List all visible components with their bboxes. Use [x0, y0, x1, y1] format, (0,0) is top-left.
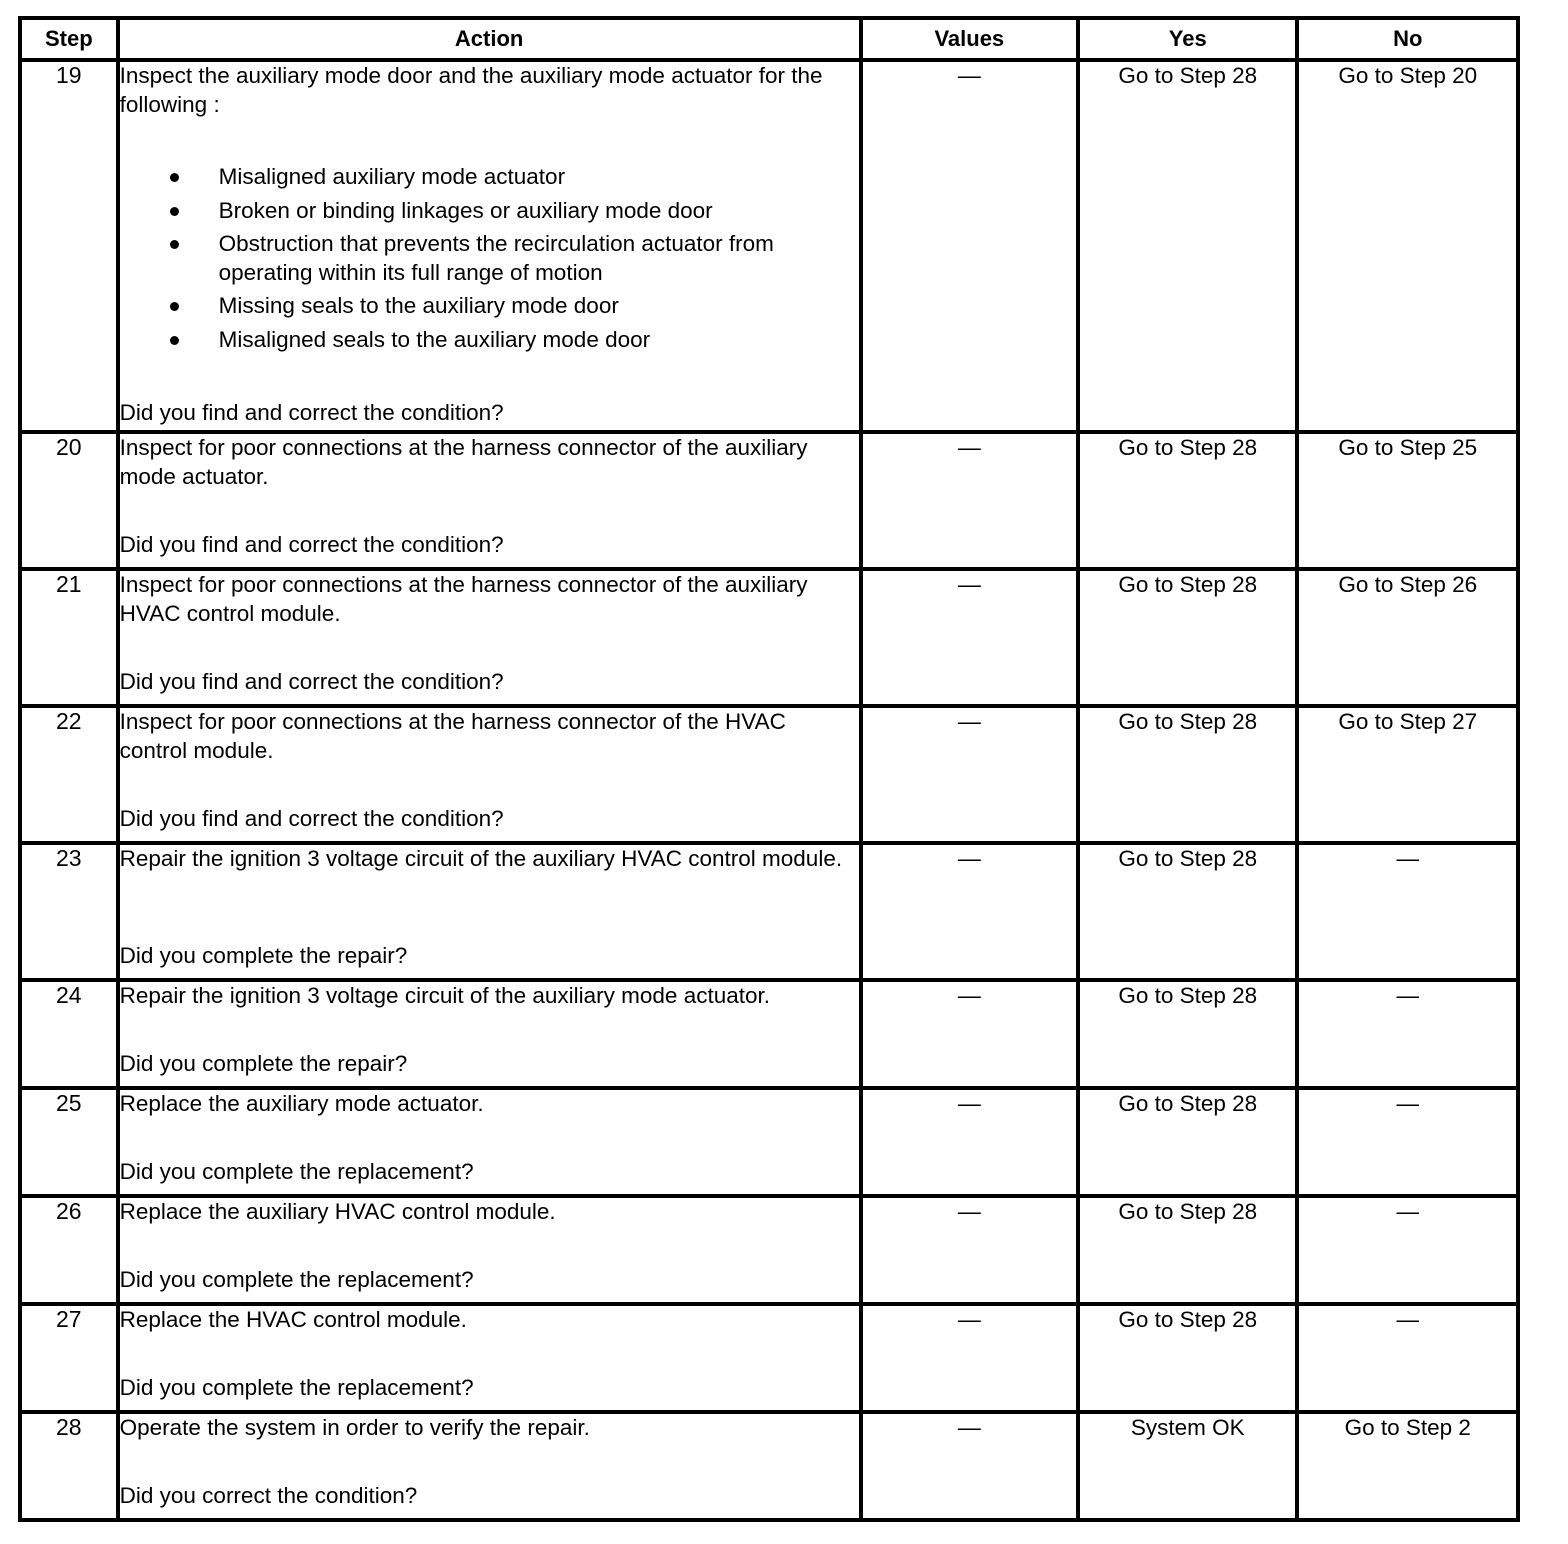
table-row — [20, 1412, 1518, 1520]
bullet-icon — [170, 173, 179, 182]
step-number: 22 — [20, 706, 118, 843]
action-cell — [118, 1304, 861, 1412]
no-cell: — — [1297, 1088, 1518, 1196]
values-cell: — — [861, 1412, 1078, 1520]
action-intro: Inspect for poor connections at the harness connector of the HVAC control module. — [119, 709, 786, 763]
action-question: Did you correct the condition? — [119, 1482, 418, 1508]
bullet-icon — [170, 207, 179, 216]
header-step: Step — [20, 18, 118, 60]
table-row — [20, 569, 1518, 706]
header-values: Values — [861, 18, 1078, 60]
yes-cell: Go to Step 28 — [1078, 980, 1297, 1088]
action-cell — [118, 1088, 861, 1196]
no-cell: Go to Step 26 — [1297, 569, 1518, 706]
action-cell — [118, 60, 861, 432]
list-item-text: Obstruction that prevents the recirculation actuator from operating within its full range of motion — [218, 231, 774, 285]
action-cell — [118, 843, 861, 980]
yes-cell: Go to Step 28 — [1078, 1304, 1297, 1412]
header-row — [20, 18, 1518, 60]
action-question: Did you complete the repair? — [119, 1050, 408, 1076]
no-cell: — — [1297, 843, 1518, 980]
header-no: No — [1297, 18, 1518, 60]
list-item-text: Misaligned seals to the auxiliary mode door — [218, 326, 651, 352]
bullet-icon — [170, 240, 179, 249]
yes-cell: System OK — [1078, 1412, 1297, 1520]
action-intro: Operate the system in order to verify the repair. — [119, 1415, 590, 1440]
yes-cell: Go to Step 28 — [1078, 843, 1297, 980]
step-number: 20 — [20, 432, 118, 569]
no-cell: — — [1297, 980, 1518, 1088]
list-item — [120, 292, 859, 321]
yes-cell: Go to Step 28 — [1078, 706, 1297, 843]
values-cell: — — [861, 980, 1078, 1088]
action-question: Did you complete the replacement? — [119, 1158, 474, 1184]
yes-cell: Go to Step 28 — [1078, 60, 1297, 432]
values-cell: — — [861, 1196, 1078, 1304]
action-intro: Inspect the auxiliary mode door and the auxiliary mode actuator for the following : — [119, 63, 823, 117]
no-cell: — — [1297, 1196, 1518, 1304]
yes-cell: Go to Step 28 — [1078, 569, 1297, 706]
action-question: Did you find and correct the condition? — [119, 531, 504, 557]
action-cell — [118, 1412, 861, 1520]
action-intro: Replace the HVAC control module. — [119, 1307, 467, 1332]
table-row — [20, 1304, 1518, 1412]
no-cell: Go to Step 2 — [1297, 1412, 1518, 1520]
bullet-icon — [170, 336, 179, 345]
values-cell: — — [861, 60, 1078, 432]
table-row — [20, 1088, 1518, 1196]
action-intro: Replace the auxiliary mode actuator. — [119, 1091, 484, 1116]
values-cell: — — [861, 1304, 1078, 1412]
step-number: 26 — [20, 1196, 118, 1304]
no-cell: — — [1297, 1304, 1518, 1412]
values-cell: — — [861, 1088, 1078, 1196]
action-cell — [118, 432, 861, 569]
list-item — [120, 197, 859, 226]
list-item-text: Misaligned auxiliary mode actuator — [218, 164, 566, 189]
values-cell: — — [861, 843, 1078, 980]
table-row — [20, 60, 1518, 432]
yes-cell: Go to Step 28 — [1078, 1088, 1297, 1196]
list-item-text: Broken or binding linkages or auxiliary mode door — [218, 197, 713, 223]
action-question: Did you find and correct the condition? — [119, 805, 504, 831]
yes-cell: Go to Step 28 — [1078, 432, 1297, 569]
action-question: Did you complete the replacement? — [119, 1266, 474, 1292]
values-cell: — — [861, 432, 1078, 569]
table-row — [20, 706, 1518, 843]
values-cell: — — [861, 569, 1078, 706]
action-cell — [118, 569, 861, 706]
table-row — [20, 980, 1518, 1088]
table-row — [20, 843, 1518, 980]
no-cell: Go to Step 25 — [1297, 432, 1518, 569]
header-yes: Yes — [1078, 18, 1297, 60]
action-intro: Repair the ignition 3 voltage circuit of the auxiliary HVAC control module. — [119, 846, 843, 871]
header-action: Action — [118, 18, 861, 60]
bullet-icon — [170, 302, 179, 311]
action-cell — [118, 706, 861, 843]
action-cell — [118, 1196, 861, 1304]
step-number: 24 — [20, 980, 118, 1088]
step-number: 23 — [20, 843, 118, 980]
action-cell — [118, 980, 861, 1088]
action-question: Did you complete the replacement? — [119, 1374, 474, 1400]
list-item-text: Missing seals to the auxiliary mode door — [218, 293, 619, 318]
diagnostic-table — [18, 16, 1520, 1522]
inspection-list — [120, 163, 859, 359]
action-question: Did you find and correct the condition? — [119, 668, 504, 694]
step-number: 25 — [20, 1088, 118, 1196]
list-item — [120, 230, 859, 287]
values-cell: — — [861, 706, 1078, 843]
step-number: 21 — [20, 569, 118, 706]
step-number: 19 — [20, 60, 118, 432]
list-item — [120, 163, 859, 192]
action-intro: Repair the ignition 3 voltage circuit of the auxiliary mode actuator. — [119, 983, 770, 1008]
action-question: Did you complete the repair? — [119, 942, 408, 968]
no-cell: Go to Step 27 — [1297, 706, 1518, 843]
no-cell: Go to Step 20 — [1297, 60, 1518, 432]
list-item — [120, 326, 859, 355]
table-row — [20, 432, 1518, 569]
action-intro: Replace the auxiliary HVAC control module. — [119, 1199, 556, 1224]
action-intro: Inspect for poor connections at the harness connector of the auxiliary mode actuator. — [119, 435, 808, 489]
table-row — [20, 1196, 1518, 1304]
step-number: 27 — [20, 1304, 118, 1412]
action-intro: Inspect for poor connections at the harness connector of the auxiliary HVAC control module. — [119, 572, 808, 626]
yes-cell: Go to Step 28 — [1078, 1196, 1297, 1304]
action-question: Did you find and correct the condition? — [119, 400, 504, 425]
step-number: 28 — [20, 1412, 118, 1520]
